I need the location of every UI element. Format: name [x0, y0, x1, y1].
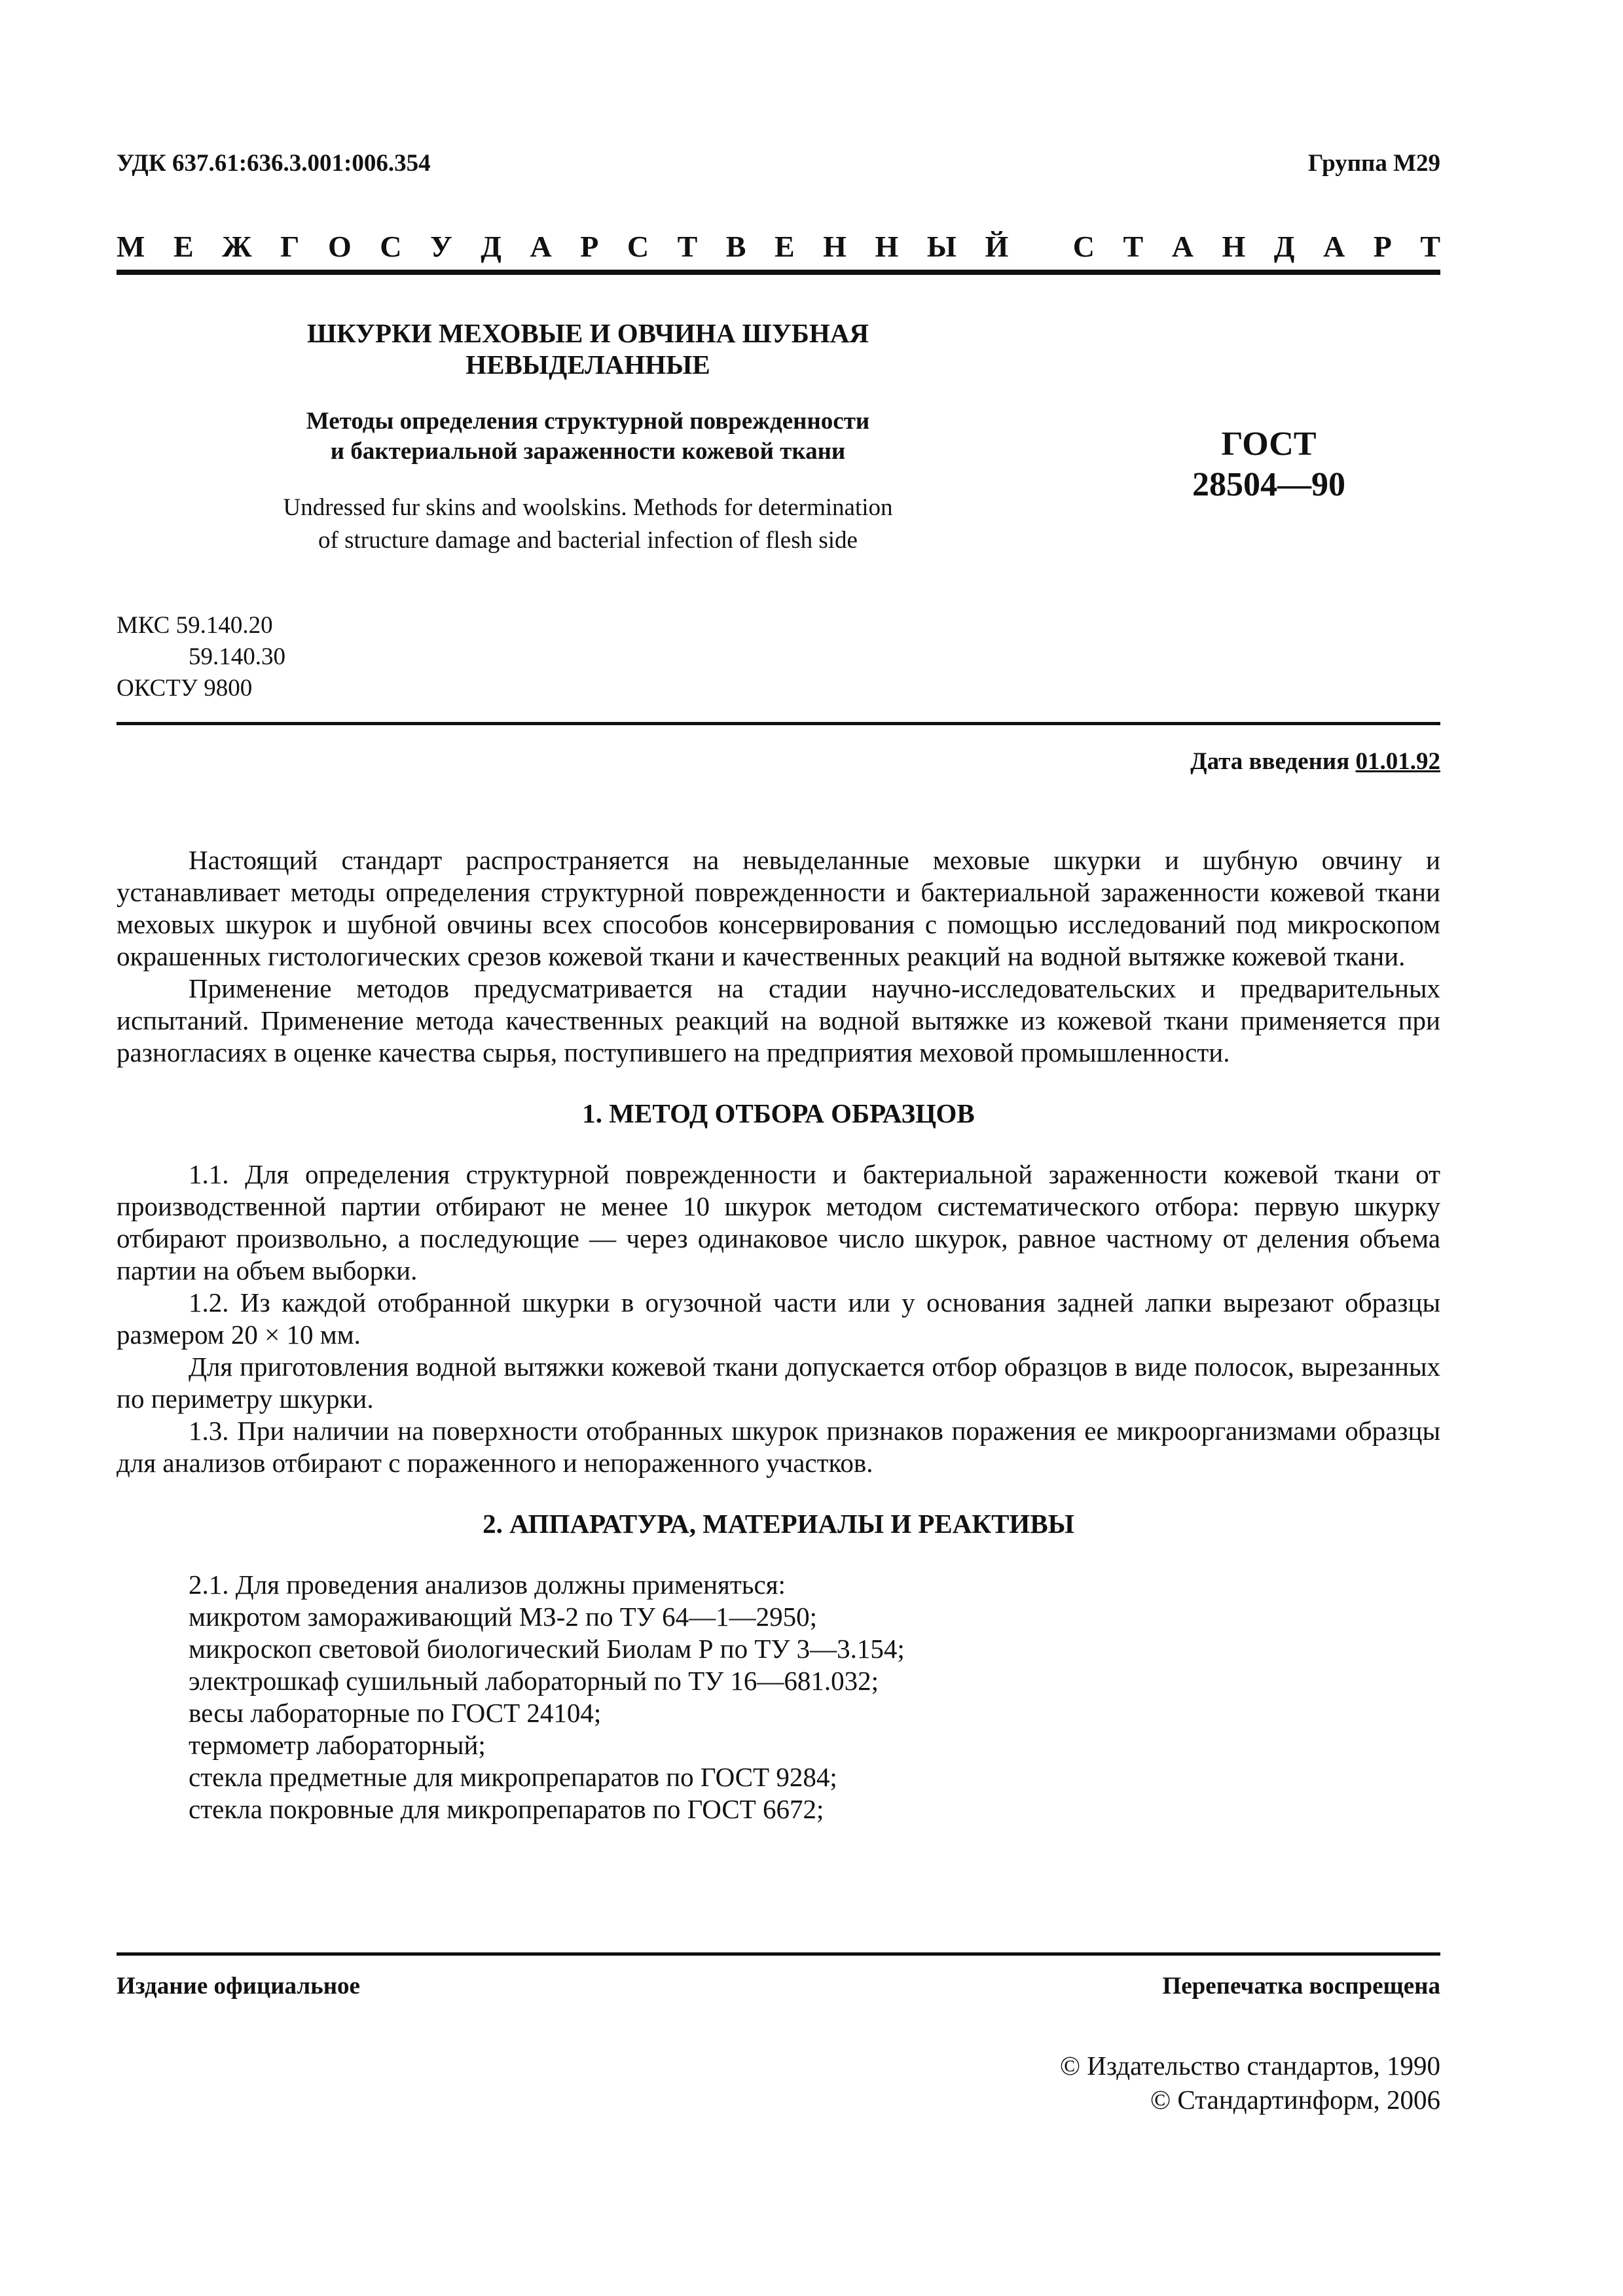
header-bottom-rule — [117, 722, 1440, 725]
gost-code: 28504—90 — [1192, 466, 1345, 503]
title-sub — [195, 406, 981, 467]
equipment-list — [117, 1569, 1440, 1825]
mks-code-1: МКС 59.140.20 — [117, 612, 273, 639]
group-code: Группа М29 — [1307, 150, 1440, 177]
banner-letter: Н — [875, 230, 899, 263]
banner-letter: У — [429, 230, 452, 263]
section-1-paragraph-1: 1.1. Для определения структурной поврежденности и бактериальной зараженности кожевой ткани от производственной партии отбирают не менее 10 шкурок методом систематического отбора: первую шкурку отбирают произвольно, а последующие — через одинаковое число шкурок, равное частному от деления объема партии на объем выборки. — [117, 1159, 1440, 1285]
mks-code-2: 59.140.30 — [189, 643, 285, 670]
list-item: термометр лабораторный; — [189, 1730, 486, 1760]
list-item: микроскоп световой биологический Биолам Р по ТУ 3—3.154; — [189, 1634, 905, 1664]
list-item: весы лабораторные по ГОСТ 24104; — [189, 1698, 602, 1728]
intro-paragraph-2: Применение методов предусматривается на стадии научно-исследовательских и предварительных испытаний. Применение метода качественных реакций на водной вытяжке из кожевой ткани применяется при разногласиях в оценке качества сырья, поступившего на предприятия меховой промышленности. — [117, 973, 1440, 1067]
interstate-standard-banner — [117, 229, 1440, 264]
banner-letter: Е — [173, 230, 194, 263]
banner-letter: С — [627, 230, 649, 263]
banner-letter: А — [530, 230, 552, 263]
gost-number — [1138, 424, 1400, 505]
section-2-intro: 2.1. Для проведения анализов должны применяться: — [189, 1570, 786, 1600]
title-main-line2: НЕВЫДЕЛАННЫЕ — [465, 350, 710, 380]
date-value: 01.01.92 — [1355, 748, 1440, 775]
gost-label: ГОСТ — [1221, 425, 1317, 463]
title-main-line1: ШКУРКИ МЕХОВЫЕ И ОВЧИНА ШУБНАЯ — [307, 318, 869, 348]
footer-row — [117, 1972, 1440, 2000]
footer-rule — [117, 1952, 1440, 1956]
okstu-code: ОКСТУ 9800 — [117, 675, 253, 702]
banner-letter: А — [1171, 230, 1194, 263]
banner-letter: В — [725, 230, 746, 263]
banner-letter: О — [327, 230, 352, 263]
title-english — [195, 492, 981, 557]
banner-gap — [1037, 229, 1045, 264]
list-item: стекла предметные для микропрепаратов по ГОСТ 9284; — [189, 1762, 837, 1792]
banner-letter: Д — [1273, 230, 1295, 263]
introduction-date — [1190, 747, 1440, 776]
title-en-line1: Undressed fur skins and woolskins. Methods for determination — [283, 494, 893, 521]
banner-letter: Д — [481, 230, 501, 263]
section-1-paragraph-4: 1.3. При наличии на поверхности отобранных шкурок признаков поражения ее микроорганизмами образцы для анализов отбирают с пораженного и непораженного участков. — [117, 1416, 1440, 1478]
document-body — [117, 844, 1440, 1825]
banner-letter: С — [380, 230, 402, 263]
copyright-1: © Издательство стандартов, 1990 — [1059, 2051, 1440, 2081]
copyright-block — [1060, 2049, 1440, 2117]
section-1-paragraph-3: Для приготовления водной вытяжки кожевой ткани допускается отбор образцов в виде полосок, вырезанных по периметру шкурки. — [117, 1352, 1440, 1414]
banner-letter: Ж — [222, 230, 252, 263]
document-page — [117, 0, 1440, 2296]
section-1-paragraph-2: 1.2. Из каждой отобранной шкурки в огузочной части или у основания задней лапки вырезают образцы размером 20 × 10 мм. — [117, 1287, 1440, 1350]
banner-letter: М — [117, 230, 145, 263]
title-en-line2: of structure damage and bacterial infection of flesh side — [318, 527, 858, 554]
banner-letter: Н — [1222, 230, 1246, 263]
official-edition: Издание официальное — [117, 1973, 360, 2000]
list-item: электрошкаф сушильный лабораторный по ТУ 16—681.032; — [189, 1666, 879, 1696]
banner-letter: С — [1072, 230, 1095, 263]
title-sub-line1: Методы определения структурной поврежденности — [306, 408, 870, 435]
date-label: Дата введения — [1190, 748, 1350, 775]
banner-letter: А — [1322, 230, 1345, 263]
title-sub-line2: и бактериальной зараженности кожевой ткани — [330, 438, 846, 465]
classification-codes — [117, 610, 285, 704]
banner-letter: Т — [677, 230, 698, 263]
section-2-heading: 2. АППАРАТУРА, МАТЕРИАЛЫ И РЕАКТИВЫ — [483, 1509, 1074, 1539]
banner-letter: Ы — [926, 230, 957, 263]
banner-letter: Й — [985, 230, 1009, 263]
banner-letter: Н — [823, 230, 847, 263]
section-1-heading: 1. МЕТОД ОТБОРА ОБРАЗЦОВ — [582, 1098, 975, 1128]
intro-paragraph-1: Настоящий стандарт распространяется на невыделанные меховые шкурки и шубную овчину и устанавливает методы определения структурной поврежденности и бактериальной зараженности кожевой ткани меховых шкурок и шубной овчины всех способов консервирования с помощью исследований под микроскопом окрашенных гистологических срезов кожевой ткани и качественных реакций на водной вытяжке кожевой ткани. — [117, 845, 1440, 971]
banner-letter: Р — [1373, 230, 1392, 263]
banner-letter: Е — [774, 230, 795, 263]
banner-rule — [117, 270, 1440, 275]
banner-letter: Р — [580, 230, 599, 263]
reprint-prohibited: Перепечатка воспрещена — [1162, 1973, 1440, 2000]
list-item: стекла покровные для микропрепаратов по ГОСТ 6672; — [189, 1794, 824, 1824]
udk-code: УДК 637.61:636.3.001:006.354 — [117, 150, 431, 177]
banner-letter: Т — [1420, 230, 1440, 263]
title-block — [195, 317, 981, 557]
list-item: микротом замораживающий МЗ-2 по ТУ 64—1—2950; — [189, 1602, 818, 1632]
header-row — [117, 149, 1440, 177]
banner-letter: Т — [1123, 230, 1144, 263]
copyright-2: © Стандартинформ, 2006 — [1150, 2085, 1440, 2115]
banner-letter: Г — [280, 230, 300, 263]
